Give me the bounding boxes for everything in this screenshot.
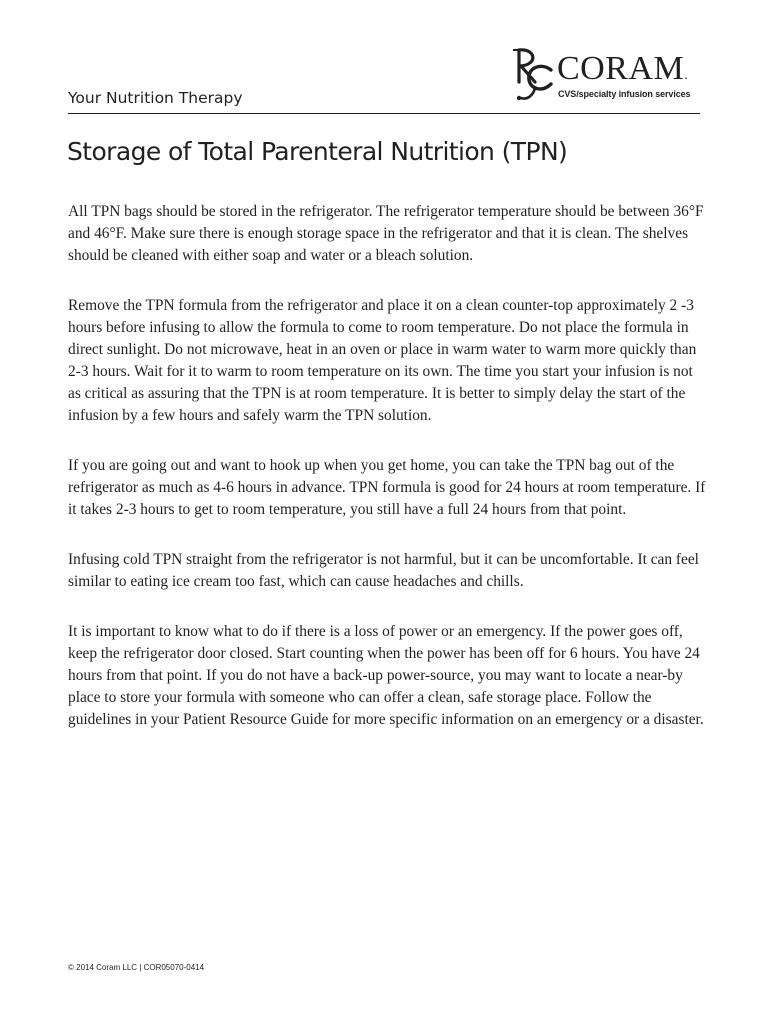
paragraph-power-loss: It is important to know what to do if there is a loss of power or an emergency. If the power goes off, keep the refrigerator door closed. Start counting when the power has been off for 6 hours. You have 24 hours from that point. If you do not have a back-up power-source, you may want to locate a near-by place to store your formula with someone who can offer a clean, safe storage place. Follow the guidelines in your Patient Resource Guide for more specific information on an emergency or a disaster.	[68, 623, 704, 728]
paragraph-cold-infusion: Infusing cold TPN straight from the refrigerator is not harmful, but it can be uncomfortable. It can feel similar to eating ice cream too fast, which can cause headaches and chills.	[68, 551, 699, 590]
paragraph-storage: All TPN bags should be stored in the refrigerator. The refrigerator temperature should be between 36°F and 46°F. Make sure there is enough storage space in the refrigerator and that it is clean. The shelves should be cleaned with either soap and water or a bleach solution.	[68, 203, 704, 264]
coram-logo	[505, 44, 705, 104]
footer-copyright: © 2014 Coram LLC | COR05070-0414	[68, 963, 205, 972]
brand-mark: .	[684, 68, 689, 83]
document-body	[68, 201, 708, 759]
brand-tagline: CVS/specialty infusion services	[558, 89, 691, 99]
header-divider	[68, 113, 700, 114]
coram-wordmark	[557, 52, 688, 86]
page-title: Storage of Total Parenteral Nutrition (TPN)	[67, 137, 568, 166]
paragraph-going-out: If you are going out and want to hook up when you get home, you can take the TPN bag out of the refrigerator as much as 4-6 hours in advance. TPN formula is good for 24 hours at room temperature. If it takes 2-3 hours to get to room temperature, you still have a full 24 hours from that point.	[68, 457, 706, 518]
brand-name: CORAM	[557, 50, 685, 87]
paragraph-warming: Remove the TPN formula from the refrigerator and place it on a clean counter-top approximately 2 -3 hours before infusing to allow the formula to come to room temperature. Do not place the formula in direct sunlight. Do not microwave, heat in an oven or place in warm water to warm more quickly than 2-3 hours. Wait for it to warm to room temperature on its own. The time you start your infusion is not as critical as assuring that the TPN is at room temperature. It is better to simply delay the start of the infusion by a few hours and safely warm the TPN solution.	[68, 297, 697, 424]
section-label: Your Nutrition Therapy	[68, 89, 243, 107]
coram-monogram-icon	[505, 44, 557, 106]
